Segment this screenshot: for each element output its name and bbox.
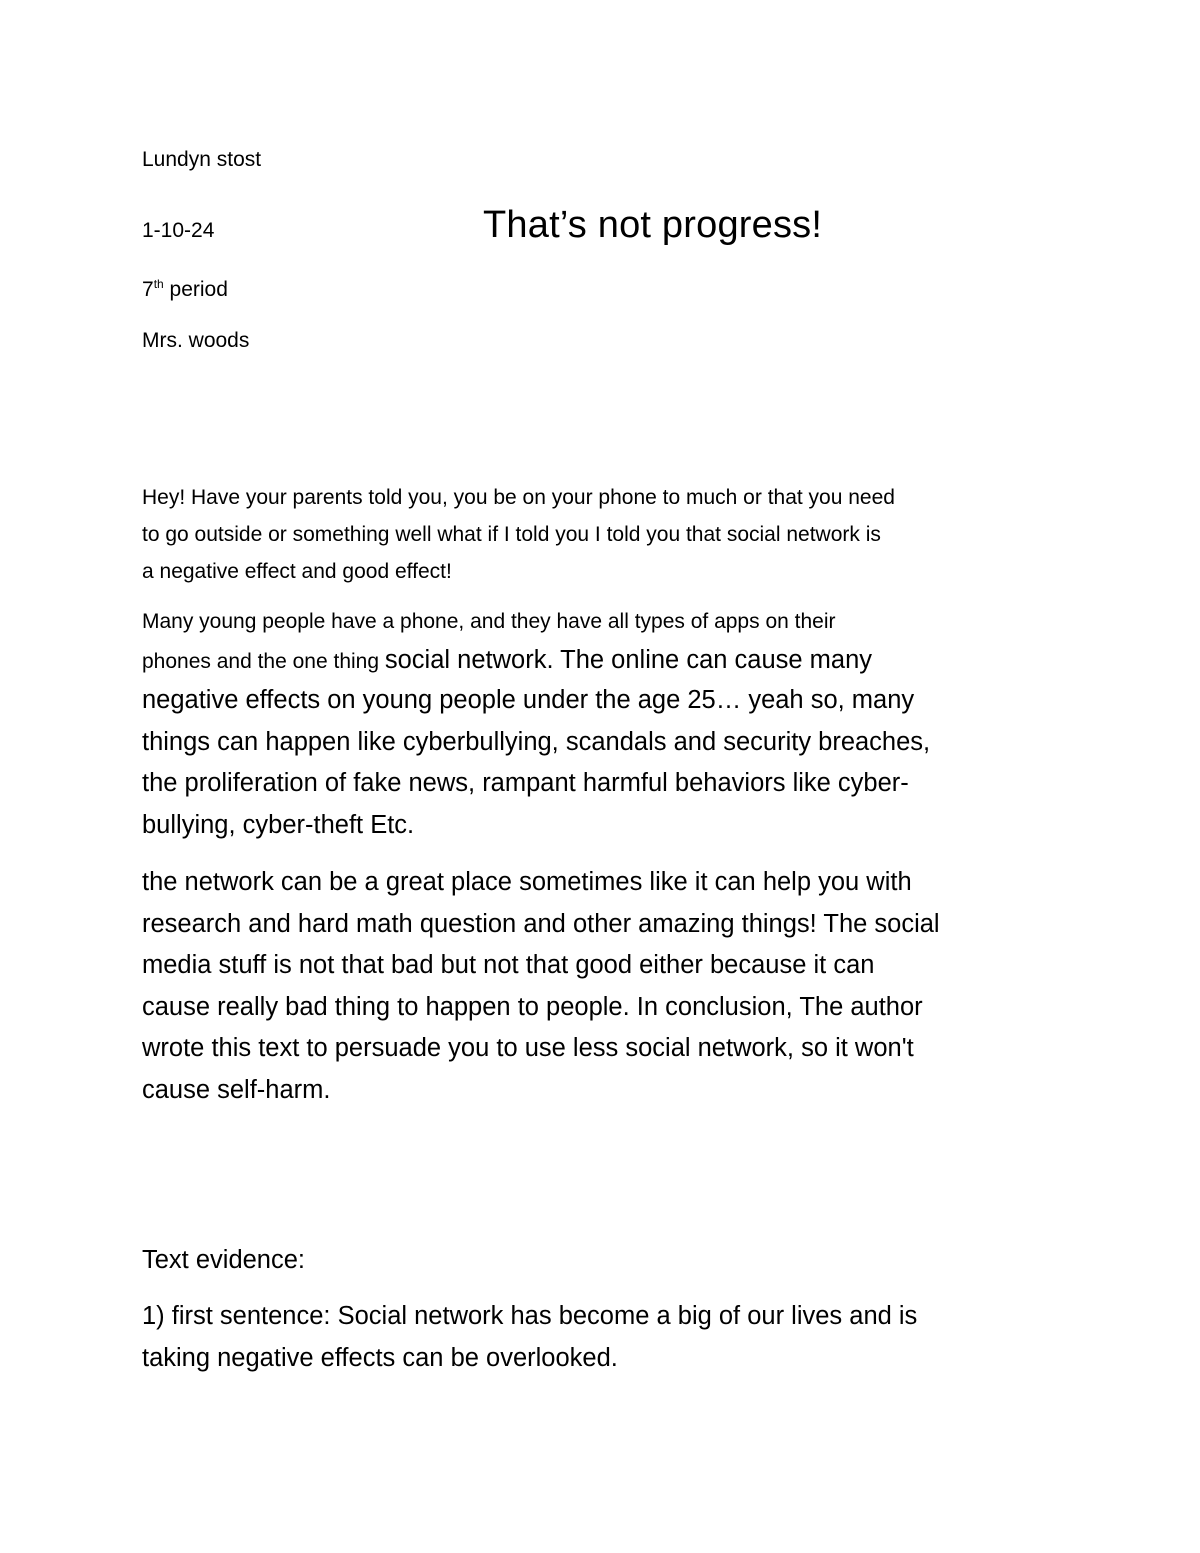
- paragraph-line: the network can be a great place sometimes like it can help you with: [142, 868, 912, 896]
- paragraph-line: [142, 640, 1062, 680]
- paragraph-line: a negative effect and good effect!: [142, 560, 452, 583]
- paragraph-line: things can happen like cyberbullying, scandals and security breaches,: [142, 727, 931, 756]
- paragraph-line: cause really bad thing to happen to people. In conclusion, The author: [142, 992, 923, 1021]
- period-suffix: th: [153, 277, 164, 291]
- intro-paragraph: [142, 479, 1062, 590]
- paragraph-line: Many young people have a phone, and they have all types of apps on their: [142, 610, 836, 633]
- student-name: Lundyn stost: [142, 148, 262, 171]
- period-word: period: [163, 278, 228, 301]
- date: 1-10-24: [142, 219, 215, 242]
- paragraph-line-end: social network. The online can cause many: [384, 646, 873, 674]
- social-network-paragraph: [142, 603, 1062, 846]
- section-heading: Text evidence:: [142, 1246, 306, 1274]
- paragraph-line: 1) first sentence: Social network has become a big of our lives and is: [142, 1302, 918, 1330]
- paragraph-line: bullying, cyber-theft Etc.: [142, 810, 415, 839]
- paragraph-line: taking negative effects can be overlooked.: [142, 1343, 618, 1372]
- paragraph-line: cause self-harm.: [142, 1075, 331, 1104]
- period-number: 7: [142, 278, 154, 301]
- text-evidence-heading: [142, 1240, 1062, 1282]
- paragraph-line: research and hard math question and other amazing things! The social: [142, 909, 940, 938]
- paragraph-line: media stuff is not that bad but not that good either because it can: [142, 951, 875, 979]
- paragraph-line: the proliferation of fake news, rampant harmful behaviors like cyber-: [142, 769, 909, 797]
- paragraph-line: wrote this text to persuade you to use less social network, so it won't: [142, 1034, 914, 1062]
- paragraph-line-start: phones and the one thing: [142, 650, 385, 673]
- class-period: [142, 277, 228, 303]
- text-evidence-item: [142, 1296, 1062, 1379]
- paragraph-line: negative effects on young people under the age 25… yeah so, many: [142, 686, 915, 714]
- document-title: That’s not progress!: [483, 204, 823, 246]
- teacher-name: Mrs. woods: [142, 329, 250, 352]
- paragraph-line: to go outside or something well what if I told you I told you that social network is: [142, 523, 881, 546]
- network-benefits-paragraph: [142, 862, 1062, 1111]
- paragraph-line: Hey! Have your parents told you, you be on your phone to much or that you need: [142, 486, 895, 509]
